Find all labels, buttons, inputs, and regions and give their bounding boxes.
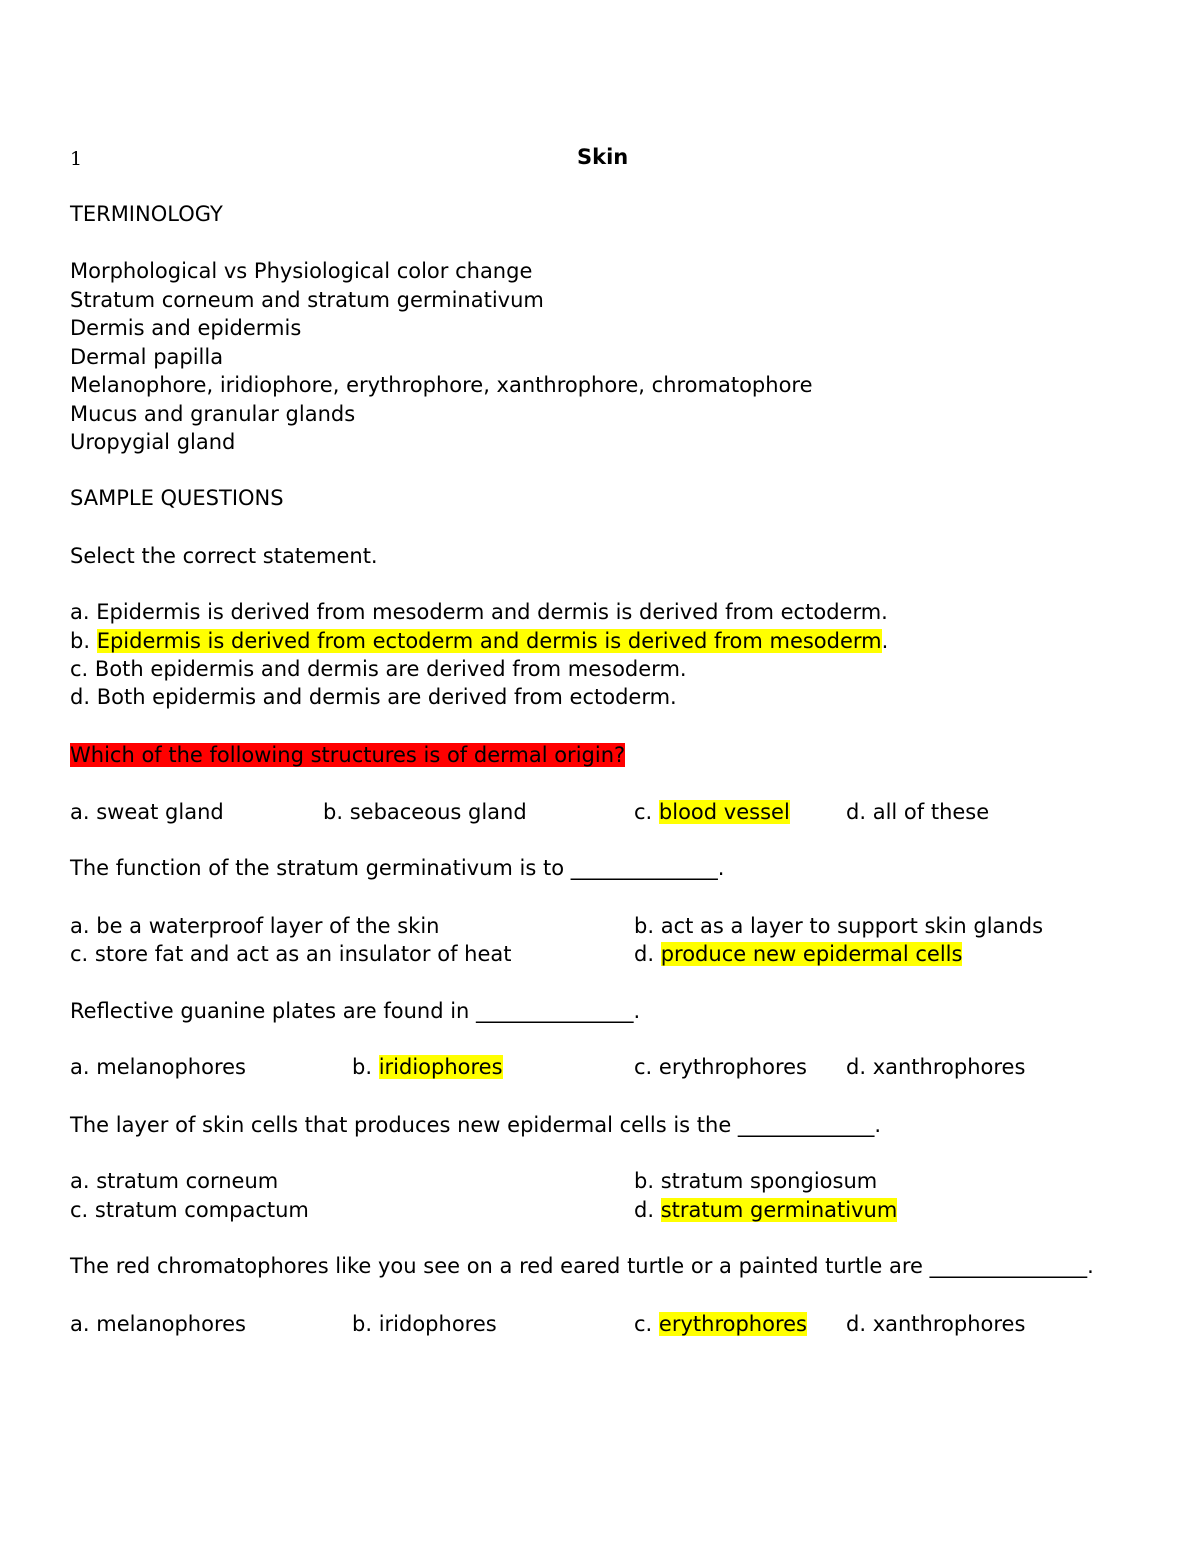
highlighted-answer: Epidermis is derived from ectoderm and dermis is derived from mesoderm [96, 629, 882, 653]
option-text: stratum compactum [94, 1198, 309, 1222]
answer-option [70, 1311, 246, 1337]
question-prompt: The red chromatophores like you see on a red eared turtle or a painted turtle are _______________. [70, 1254, 1094, 1278]
terminology-heading: TERMINOLOGY [70, 202, 223, 226]
option-text: Epidermis is derived from mesoderm and dermis is derived from ectoderm. [96, 600, 888, 624]
option-letter: b. [634, 1169, 655, 1193]
answer-option [70, 628, 888, 654]
answer-option [70, 656, 687, 682]
option-suffix: . [881, 629, 889, 653]
option-text: store fat and act as an insulator of heat [94, 942, 512, 966]
option-text: erythrophores [658, 1055, 807, 1079]
answer-option [70, 1168, 278, 1194]
term-item: Melanophore, iridiophore, erythrophore, xanthrophore, chromatophore [70, 373, 813, 397]
option-text: stratum spongiosum [660, 1169, 878, 1193]
answer-option [323, 799, 527, 825]
option-letter: a. [70, 800, 90, 824]
term-item: Morphological vs Physiological color change [70, 259, 533, 283]
question-prompt: Reflective guanine plates are found in _______________. [70, 999, 641, 1023]
term-item: Uropygial gland [70, 430, 236, 454]
highlighted-answer: blood vessel [658, 800, 790, 824]
answer-option [846, 1054, 1025, 1080]
answer-option [70, 1054, 246, 1080]
answer-option [634, 799, 790, 825]
option-letter: a. [70, 1169, 90, 1193]
option-text: melanophores [96, 1055, 246, 1079]
answer-option [70, 941, 511, 967]
page-number: 1 [70, 148, 83, 170]
option-text: be a waterproof layer of the skin [96, 914, 440, 938]
answer-option [352, 1311, 497, 1337]
highlighted-answer: produce new epidermal cells [660, 942, 963, 966]
option-letter: b. [352, 1055, 373, 1079]
highlighted-answer: erythrophores [658, 1312, 807, 1336]
option-text: xanthrophores [872, 1055, 1026, 1079]
term-item: Dermis and epidermis [70, 316, 302, 340]
term-item: Dermal papilla [70, 345, 224, 369]
option-letter: c. [634, 800, 653, 824]
option-letter: c. [70, 657, 89, 681]
option-letter: a. [70, 914, 90, 938]
highlighted-question: Which of the following structures is of dermal origin? [70, 743, 626, 767]
option-letter: c. [70, 1198, 89, 1222]
answer-option [70, 1197, 309, 1223]
option-text: all of these [872, 800, 990, 824]
option-text: melanophores [96, 1312, 246, 1336]
question-prompt [70, 742, 625, 768]
answer-option [70, 913, 439, 939]
option-letter: a. [70, 1312, 90, 1336]
option-letter: b. [352, 1312, 373, 1336]
option-text: sweat gland [96, 800, 224, 824]
answer-option [634, 941, 962, 967]
option-letter: c. [634, 1312, 653, 1336]
answer-option [70, 684, 677, 710]
question-prompt: The layer of skin cells that produces new epidermal cells is the _____________. [70, 1113, 882, 1137]
highlighted-answer: iridiophores [378, 1055, 503, 1079]
question-prompt: The function of the stratum germinativum is to ______________. [70, 856, 725, 880]
option-text: iridophores [378, 1312, 497, 1336]
answer-option [352, 1054, 503, 1080]
term-item: Stratum corneum and stratum germinativum [70, 288, 544, 312]
option-letter: d. [846, 800, 867, 824]
answer-option [846, 799, 989, 825]
option-letter: b. [323, 800, 344, 824]
option-letter: d. [634, 942, 655, 966]
option-letter: d. [634, 1198, 655, 1222]
option-text: Both epidermis and dermis are derived from ectoderm. [96, 685, 677, 709]
question-prompt: Select the correct statement. [70, 544, 378, 568]
answer-option [634, 913, 1043, 939]
option-letter: c. [634, 1055, 653, 1079]
option-letter: d. [846, 1055, 867, 1079]
option-letter: b. [634, 914, 655, 938]
answer-option [70, 799, 224, 825]
option-letter: a. [70, 600, 90, 624]
answer-option [846, 1311, 1025, 1337]
option-letter: c. [70, 942, 89, 966]
answer-option [634, 1054, 807, 1080]
sample-questions-heading: SAMPLE QUESTIONS [70, 486, 284, 510]
option-letter: d. [846, 1312, 867, 1336]
option-text: stratum corneum [96, 1169, 279, 1193]
answer-option [634, 1197, 897, 1223]
option-text: xanthrophores [872, 1312, 1026, 1336]
highlighted-answer: stratum germinativum [660, 1198, 898, 1222]
option-text: act as a layer to support skin glands [660, 914, 1044, 938]
option-text: sebaceous gland [349, 800, 527, 824]
term-item: Mucus and granular glands [70, 402, 356, 426]
page-title: Skin [577, 145, 629, 169]
answer-option [70, 599, 888, 625]
answer-option [634, 1168, 877, 1194]
option-letter: b. [70, 629, 91, 653]
option-letter: d. [70, 685, 91, 709]
option-letter: a. [70, 1055, 90, 1079]
answer-option [634, 1311, 807, 1337]
option-text: Both epidermis and dermis are derived from mesoderm. [94, 657, 687, 681]
